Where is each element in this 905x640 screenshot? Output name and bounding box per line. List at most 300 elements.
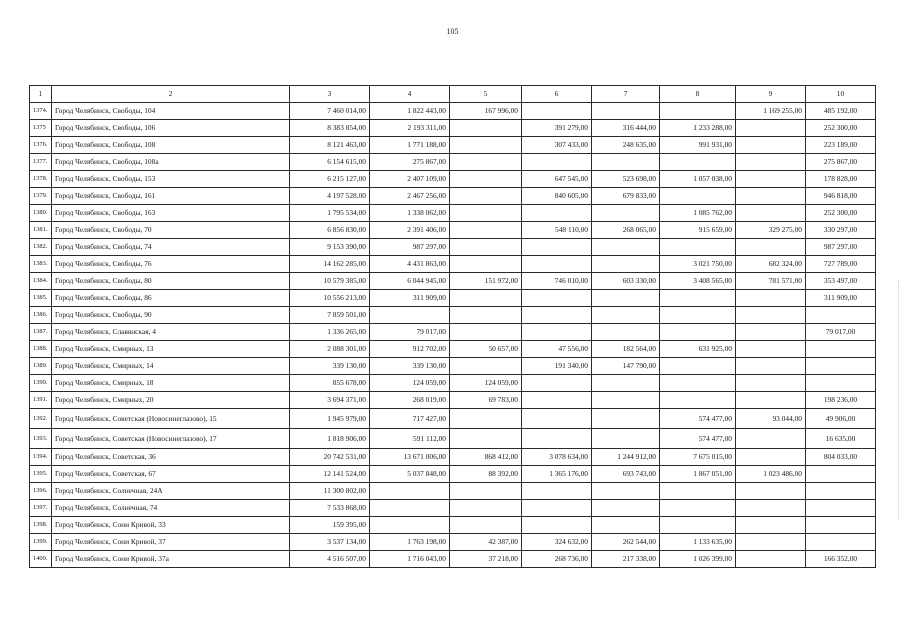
address-cell: Город Челябинск, Славянская, 4 (52, 324, 290, 341)
value-cell: 6 215 127,00 (290, 171, 370, 188)
value-cell (370, 307, 450, 324)
value-cell (592, 290, 660, 307)
header-cell: 2 (52, 86, 290, 103)
row-index-cell: 1395. (30, 466, 52, 483)
value-cell: 14 162 285,00 (290, 256, 370, 273)
value-cell (806, 500, 876, 517)
table-row (30, 103, 876, 120)
value-cell (660, 358, 736, 375)
value-cell: 746 010,00 (522, 273, 592, 290)
value-cell (736, 290, 806, 307)
value-cell (450, 517, 522, 534)
value-cell: 868 412,00 (450, 449, 522, 466)
value-cell: 3 408 565,00 (660, 273, 736, 290)
value-cell (522, 392, 592, 409)
value-cell (592, 324, 660, 341)
table-row (30, 392, 876, 409)
address-cell: Город Челябинск, Советская, 67 (52, 466, 290, 483)
table-row (30, 222, 876, 239)
row-index-cell: 1384. (30, 273, 52, 290)
value-cell: 915 659,00 (660, 222, 736, 239)
value-cell (660, 103, 736, 120)
value-cell: 523 698,00 (592, 171, 660, 188)
value-cell (660, 517, 736, 534)
value-cell: 7 533 868,00 (290, 500, 370, 517)
value-cell: 1 763 198,00 (370, 534, 450, 551)
value-cell (522, 205, 592, 222)
row-index-cell: 1376. (30, 137, 52, 154)
row-index-cell: 1400. (30, 551, 52, 568)
value-cell: 1 133 635,00 (660, 534, 736, 551)
address-cell: Город Челябинск, Смирных, 20 (52, 392, 290, 409)
value-cell: 329 275,00 (736, 222, 806, 239)
table-row (30, 324, 876, 341)
value-cell (450, 256, 522, 273)
value-cell (592, 500, 660, 517)
value-cell: 79 017,00 (370, 324, 450, 341)
table-row (30, 341, 876, 358)
value-cell: 9 153 390,00 (290, 239, 370, 256)
value-cell: 2 391 406,00 (370, 222, 450, 239)
row-index-cell: 1380. (30, 205, 52, 222)
value-cell: 330 297,00 (806, 222, 876, 239)
table-row (30, 534, 876, 551)
header-cell: 3 (290, 86, 370, 103)
table-row (30, 273, 876, 290)
value-cell: 991 931,00 (660, 137, 736, 154)
address-cell: Город Челябинск, Свободы, 90 (52, 307, 290, 324)
address-cell: Город Челябинск, Смирных, 13 (52, 341, 290, 358)
value-cell (736, 449, 806, 466)
address-cell: Город Челябинск, Сони Кривой, 33 (52, 517, 290, 534)
row-index-cell: 1399. (30, 534, 52, 551)
value-cell: 166 352,00 (806, 551, 876, 568)
row-index-cell: 1397. (30, 500, 52, 517)
address-cell: Город Челябинск, Свободы, 76 (52, 256, 290, 273)
value-cell (736, 307, 806, 324)
value-cell (736, 551, 806, 568)
value-cell: 37 218,00 (450, 551, 522, 568)
value-cell: 2 407 109,00 (370, 171, 450, 188)
table-row (30, 171, 876, 188)
value-cell: 840 605,00 (522, 188, 592, 205)
row-index-cell: 1375 (30, 120, 52, 137)
value-cell: 1 026 399,00 (660, 551, 736, 568)
value-cell: 693 743,00 (592, 466, 660, 483)
value-cell (450, 307, 522, 324)
value-cell: 3 537 134,00 (290, 534, 370, 551)
address-cell: Город Челябинск, Свободы, 106 (52, 120, 290, 137)
address-cell: Город Челябинск, Свободы, 104 (52, 103, 290, 120)
value-cell: 7 859 501,00 (290, 307, 370, 324)
value-cell: 8 383 854,00 (290, 120, 370, 137)
value-cell: 88 392,00 (450, 466, 522, 483)
value-cell (450, 429, 522, 449)
value-cell (450, 205, 522, 222)
value-cell: 391 279,00 (522, 120, 592, 137)
address-cell: Город Челябинск, Свободы, 80 (52, 273, 290, 290)
value-cell: 6 154 615,00 (290, 154, 370, 171)
table-row (30, 500, 876, 517)
value-cell (660, 188, 736, 205)
address-cell: Город Челябинск, Свободы, 74 (52, 239, 290, 256)
row-index-cell: 1379. (30, 188, 52, 205)
value-cell (450, 120, 522, 137)
header-cell: 10 (806, 86, 876, 103)
row-index-cell: 1398. (30, 517, 52, 534)
value-cell: 307 433,00 (522, 137, 592, 154)
value-cell: 4 516 507,00 (290, 551, 370, 568)
value-cell: 353 497,00 (806, 273, 876, 290)
value-cell: 804 033,00 (806, 449, 876, 466)
table-row (30, 205, 876, 222)
value-cell (592, 429, 660, 449)
value-cell (736, 483, 806, 500)
value-cell: 69 783,00 (450, 392, 522, 409)
value-cell (660, 392, 736, 409)
value-cell: 548 110,00 (522, 222, 592, 239)
table-row (30, 483, 876, 500)
value-cell: 1 771 188,00 (370, 137, 450, 154)
value-cell: 198 236,00 (806, 392, 876, 409)
value-cell: 262 544,00 (592, 534, 660, 551)
value-cell (736, 375, 806, 392)
value-cell (522, 375, 592, 392)
address-cell: Город Челябинск, Свободы, 108 (52, 137, 290, 154)
table-row (30, 551, 876, 568)
table-row (30, 449, 876, 466)
address-cell: Город Челябинск, Советская (Новосинеглазово), 17 (52, 429, 290, 449)
value-cell: 248 635,00 (592, 137, 660, 154)
value-cell: 4 431 863,00 (370, 256, 450, 273)
table-row (30, 375, 876, 392)
value-cell: 268 065,00 (592, 222, 660, 239)
value-cell: 167 996,00 (450, 103, 522, 120)
value-cell (736, 392, 806, 409)
value-cell (522, 290, 592, 307)
value-cell: 147 790,00 (592, 358, 660, 375)
value-cell: 50 657,00 (450, 341, 522, 358)
value-cell: 151 972,00 (450, 273, 522, 290)
value-cell (522, 409, 592, 429)
value-cell: 912 702,00 (370, 341, 450, 358)
value-cell: 3 078 634,00 (522, 449, 592, 466)
value-cell (660, 375, 736, 392)
row-index-cell: 1383. (30, 256, 52, 273)
value-cell (660, 154, 736, 171)
page-number: 105 (446, 27, 459, 36)
table-row (30, 409, 876, 429)
table-row (30, 154, 876, 171)
value-cell (450, 324, 522, 341)
row-index-cell: 1393. (30, 429, 52, 449)
value-cell: 855 678,00 (290, 375, 370, 392)
value-cell (736, 534, 806, 551)
value-cell (592, 483, 660, 500)
table-row (30, 188, 876, 205)
value-cell: 591 112,00 (370, 429, 450, 449)
value-cell: 311 909,00 (370, 290, 450, 307)
value-cell: 6 856 830,00 (290, 222, 370, 239)
value-cell: 252 300,00 (806, 205, 876, 222)
value-cell (736, 205, 806, 222)
value-cell: 275 867,00 (806, 154, 876, 171)
value-cell: 987 297,00 (370, 239, 450, 256)
value-cell (736, 120, 806, 137)
value-cell (660, 500, 736, 517)
address-cell: Город Челябинск, Смирных, 18 (52, 375, 290, 392)
value-cell (592, 103, 660, 120)
value-cell: 182 564,00 (592, 341, 660, 358)
address-cell: Город Челябинск, Сони Кривой, 37 (52, 534, 290, 551)
value-cell: 311 909,00 (806, 290, 876, 307)
value-cell: 11 300 802,00 (290, 483, 370, 500)
row-index-cell: 1389. (30, 358, 52, 375)
value-cell: 10 579 385,00 (290, 273, 370, 290)
value-cell: 159 395,00 (290, 517, 370, 534)
value-cell (522, 500, 592, 517)
row-index-cell: 1378. (30, 171, 52, 188)
value-cell: 339 130,00 (370, 358, 450, 375)
value-cell: 252 300,00 (806, 120, 876, 137)
value-cell (592, 154, 660, 171)
value-cell: 987 297,00 (806, 239, 876, 256)
value-cell (522, 517, 592, 534)
value-cell (806, 466, 876, 483)
value-cell: 679 833,00 (592, 188, 660, 205)
value-cell: 1 336 265,00 (290, 324, 370, 341)
value-cell: 268 736,00 (522, 551, 592, 568)
value-cell (450, 290, 522, 307)
value-cell: 1 945 979,00 (290, 409, 370, 429)
value-cell (660, 290, 736, 307)
value-cell: 275 867,00 (370, 154, 450, 171)
row-index-cell: 1381. (30, 222, 52, 239)
table-row (30, 120, 876, 137)
value-cell: 316 444,00 (592, 120, 660, 137)
value-cell (592, 375, 660, 392)
value-cell (736, 154, 806, 171)
value-cell: 1 867 051,00 (660, 466, 736, 483)
value-cell: 10 556 213,00 (290, 290, 370, 307)
table-row (30, 466, 876, 483)
value-cell (736, 500, 806, 517)
value-cell: 16 635,00 (806, 429, 876, 449)
value-cell: 2 088 301,00 (290, 341, 370, 358)
value-cell (450, 483, 522, 500)
row-index-cell: 1387. (30, 324, 52, 341)
value-cell (522, 256, 592, 273)
value-cell: 1 233 288,00 (660, 120, 736, 137)
value-cell: 47 556,00 (522, 341, 592, 358)
value-cell: 1 818 906,00 (290, 429, 370, 449)
value-cell (736, 188, 806, 205)
address-cell: Город Челябинск, Свободы, 70 (52, 222, 290, 239)
value-cell: 6 044 945,00 (370, 273, 450, 290)
value-cell: 324 632,00 (522, 534, 592, 551)
value-cell: 781 571,00 (736, 273, 806, 290)
scan-edge-mark (898, 280, 901, 520)
value-cell: 1 338 062,00 (370, 205, 450, 222)
row-index-cell: 1390. (30, 375, 52, 392)
value-cell: 2 193 311,00 (370, 120, 450, 137)
value-cell (660, 483, 736, 500)
address-cell: Город Челябинск, Свободы, 163 (52, 205, 290, 222)
value-cell (736, 341, 806, 358)
data-table (29, 85, 876, 568)
value-cell: 8 121 463,00 (290, 137, 370, 154)
row-index-cell: 1394. (30, 449, 52, 466)
address-cell: Город Челябинск, Свободы, 153 (52, 171, 290, 188)
table-row (30, 239, 876, 256)
value-cell: 4 197 528,00 (290, 188, 370, 205)
value-cell (450, 137, 522, 154)
value-cell (370, 500, 450, 517)
value-cell: 7 460 014,00 (290, 103, 370, 120)
value-cell: 124 059,00 (450, 375, 522, 392)
row-index-cell: 1386. (30, 307, 52, 324)
header-cell: 5 (450, 86, 522, 103)
value-cell (370, 517, 450, 534)
value-cell (736, 429, 806, 449)
header-row (30, 86, 876, 103)
value-cell (450, 358, 522, 375)
value-cell (660, 239, 736, 256)
value-cell: 574 477,00 (660, 429, 736, 449)
value-cell: 1 244 912,00 (592, 449, 660, 466)
address-cell: Город Челябинск, Свободы, 86 (52, 290, 290, 307)
row-index-cell: 1392. (30, 409, 52, 429)
address-cell: Город Челябинск, Советская (Новосинеглазово), 15 (52, 409, 290, 429)
table-row (30, 137, 876, 154)
value-cell: 1 365 176,00 (522, 466, 592, 483)
value-cell: 79 017,00 (806, 324, 876, 341)
value-cell: 574 477,00 (660, 409, 736, 429)
value-cell: 12 141 524,00 (290, 466, 370, 483)
value-cell (806, 517, 876, 534)
table-row (30, 290, 876, 307)
value-cell (592, 205, 660, 222)
value-cell (450, 171, 522, 188)
value-cell (522, 103, 592, 120)
header-cell: 1 (30, 86, 52, 103)
value-cell: 1 085 762,00 (660, 205, 736, 222)
value-cell (592, 517, 660, 534)
value-cell (450, 500, 522, 517)
value-cell (806, 534, 876, 551)
address-cell: Город Челябинск, Смирных, 14 (52, 358, 290, 375)
value-cell: 1 716 043,00 (370, 551, 450, 568)
value-cell: 682 324,00 (736, 256, 806, 273)
value-cell (522, 154, 592, 171)
row-index-cell: 1382. (30, 239, 52, 256)
value-cell: 1 169 255,00 (736, 103, 806, 120)
address-cell: Город Челябинск, Солнечная, 24А (52, 483, 290, 500)
value-cell: 603 330,00 (592, 273, 660, 290)
table-row (30, 358, 876, 375)
value-cell (450, 188, 522, 205)
address-cell: Город Челябинск, Сони Кривой, 37а (52, 551, 290, 568)
header-cell: 4 (370, 86, 450, 103)
value-cell: 124 059,00 (370, 375, 450, 392)
value-cell: 178 828,00 (806, 171, 876, 188)
header-cell: 7 (592, 86, 660, 103)
table-row (30, 307, 876, 324)
value-cell (736, 324, 806, 341)
value-cell: 2 467 256,00 (370, 188, 450, 205)
value-cell (592, 256, 660, 273)
row-index-cell: 1388. (30, 341, 52, 358)
value-cell (370, 483, 450, 500)
value-cell (592, 409, 660, 429)
value-cell: 1 023 486,00 (736, 466, 806, 483)
value-cell (592, 239, 660, 256)
value-cell (450, 409, 522, 429)
value-cell (806, 358, 876, 375)
value-cell: 727 789,00 (806, 256, 876, 273)
value-cell (736, 137, 806, 154)
value-cell: 20 742 531,00 (290, 449, 370, 466)
value-cell (660, 307, 736, 324)
value-cell: 13 671 006,00 (370, 449, 450, 466)
value-cell: 485 192,00 (806, 103, 876, 120)
value-cell: 3 694 371,00 (290, 392, 370, 409)
value-cell (806, 307, 876, 324)
value-cell (806, 483, 876, 500)
value-cell: 717 427,00 (370, 409, 450, 429)
address-cell: Город Челябинск, Свободы, 108а (52, 154, 290, 171)
address-cell: Город Челябинск, Советская, 36 (52, 449, 290, 466)
header-cell: 6 (522, 86, 592, 103)
value-cell (522, 324, 592, 341)
value-cell (660, 324, 736, 341)
value-cell (522, 429, 592, 449)
header-cell: 9 (736, 86, 806, 103)
table-row (30, 429, 876, 449)
value-cell (450, 154, 522, 171)
row-index-cell: 1396. (30, 483, 52, 500)
value-cell: 42 387,00 (450, 534, 522, 551)
value-cell (522, 483, 592, 500)
value-cell (806, 375, 876, 392)
value-cell: 631 925,00 (660, 341, 736, 358)
row-index-cell: 1385. (30, 290, 52, 307)
value-cell: 339 130,00 (290, 358, 370, 375)
header-cell: 8 (660, 86, 736, 103)
value-cell: 1 795 534,00 (290, 205, 370, 222)
value-cell: 7 675 015,00 (660, 449, 736, 466)
row-index-cell: 1374. (30, 103, 52, 120)
value-cell (522, 307, 592, 324)
value-cell: 1 822 443,00 (370, 103, 450, 120)
value-cell (736, 239, 806, 256)
value-cell (592, 307, 660, 324)
value-cell: 191 340,00 (522, 358, 592, 375)
value-cell: 3 021 750,00 (660, 256, 736, 273)
value-cell (522, 239, 592, 256)
value-cell: 223 189,00 (806, 137, 876, 154)
value-cell (736, 358, 806, 375)
value-cell (592, 392, 660, 409)
row-index-cell: 1391. (30, 392, 52, 409)
value-cell (450, 239, 522, 256)
value-cell: 946 818,00 (806, 188, 876, 205)
row-index-cell: 1377. (30, 154, 52, 171)
value-cell (736, 517, 806, 534)
value-cell: 268 019,00 (370, 392, 450, 409)
table-row (30, 517, 876, 534)
value-cell (450, 222, 522, 239)
